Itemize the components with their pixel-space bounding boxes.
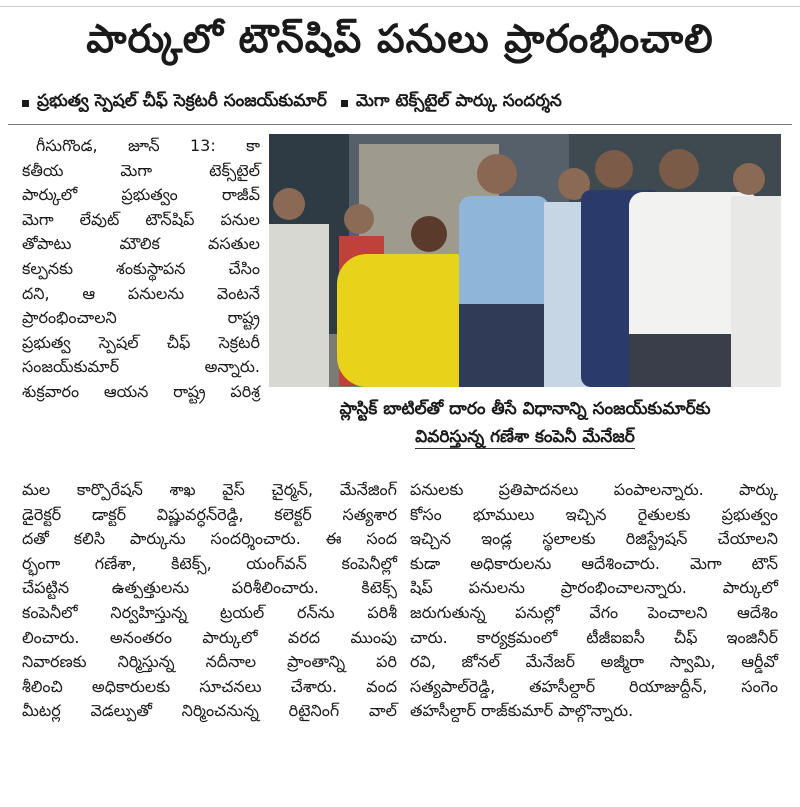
- headline: పార్కులో టౌన్‌షిప్ పనులు ప్రారంభించాలి: [86, 17, 714, 62]
- subheadline-bar: [22, 86, 782, 120]
- text-line: సత్యపాల్‌రెడ్డి, తహసీల్దార్ రియాజుద్దీన్, సంగెం: [410, 676, 778, 696]
- text-line: పనులకు ప్రతిపాదనలు పంపాలన్నారు. పార్కు: [410, 480, 778, 499]
- text-line: జరుగుతున్న పనుల్లో వేగం పెంచాలని ఆదేశిం: [410, 602, 778, 622]
- article-body-left: [22, 134, 260, 405]
- text-line: దతో కలిసి పార్కును సందర్శించారు. ఈ సంద: [22, 529, 397, 549]
- photo-caption-line-1: ప్లాస్టిక్ బాటిల్‌తో దారం తీసే విధానాన్ని సంజయ్‌కుమార్‌కు: [339, 399, 711, 419]
- text-line: పార్కులో ప్రభుత్వం రాజీవ్: [22, 185, 260, 205]
- text-line: షిప్ పనులను ప్రారంభించాలన్నారు. పార్కులో: [410, 578, 778, 598]
- text-line: మల కార్పొరేషన్ శాఖ వైస్ చైర్మన్, మేనేజింగ్: [22, 480, 397, 499]
- text-line: మీటర్ల వెడల్పుతో నిర్మించనున్న రిటైనింగ్ వాల్: [22, 701, 397, 721]
- photo-caption-line-2: వివరిస్తున్న గణేశా కంపెనీ మేనేజర్: [415, 427, 635, 447]
- text-line: కల్పనకు శంకుస్థాపన చేసిం: [22, 258, 260, 278]
- text-line: మెగా లేవుట్ టౌన్‌షిప్ పనుల: [22, 209, 260, 229]
- text-line: లించారు. అనంతరం పార్కులో వరద ముంపు: [22, 627, 397, 647]
- text-line: దని, ఆ పనులను వెంటనే: [22, 283, 260, 303]
- text-line: ర్భంగా గణేశా, కిటెక్స్, యంగ్‌వన్ కంపెనీల్లో: [22, 553, 397, 573]
- text-line: గీసుగొండ, జూన్ 13: కా: [36, 136, 260, 155]
- bullet-square-icon: [22, 100, 29, 107]
- text-line: ప్రారంభించాలని రాష్ట్ర: [22, 308, 260, 328]
- text-line: శీలించి అధికారులకు సూచనలు చేశారు. వంద: [22, 676, 397, 696]
- page-top-strip: [0, 0, 800, 7]
- news-photo-illustration: [269, 134, 781, 387]
- text-line: తహసీల్దార్ రాజ్‌కుమార్ పాల్గొన్నారు.: [410, 701, 634, 721]
- text-line: కంపెనీలో నిర్వహిస్తున్న ట్రయల్ రన్‌ను పరిశీ: [22, 602, 397, 622]
- news-photo: [269, 134, 781, 387]
- text-line: తోపాటు మౌలిక వసతుల: [22, 234, 260, 254]
- article-body-bottom-left: [22, 478, 397, 724]
- text-line: చారు. కార్యక్రమంలో టీజీఐఐసీ చీఫ్ ఇంజినీర్: [410, 627, 778, 647]
- subheadline-2: మెగా టెక్స్‌టైల్ పార్కు సందర్శన: [355, 91, 562, 111]
- text-line: శుక్రవారం ఆయన రాష్ట్ర పరిశ్ర: [22, 381, 260, 401]
- text-line: కతీయ మెగా టెక్స్‌టైల్: [22, 160, 260, 180]
- text-line: ప్రభుత్వ స్పెషల్ చీఫ్ సెక్రటరీ: [22, 332, 260, 352]
- text-line: కుడా అధికారులను ఆదేశించారు. మెగా టౌన్: [410, 553, 778, 573]
- article-body-bottom-right: [410, 478, 778, 724]
- photo-caption: [270, 395, 780, 451]
- subheadline-1: ప్రభుత్వ స్పెషల్ చీఫ్ సెక్రటరీ సంజయ్‌కుమార్: [37, 91, 327, 111]
- text-line: డైరెక్టర్ డాక్టర్ విష్ణువర్ధన్‌రెడ్డి, కలెక్టర్ సత్యశార: [22, 504, 397, 524]
- text-line: రవి, జోనల్ మేనేజర్ అజ్మీరా స్వామి, ఆర్డీవో: [410, 652, 778, 672]
- text-line: సంజయ్‌కుమార్ అన్నారు.: [22, 357, 260, 377]
- text-line: కోసం భూములు ఇచ్చిన రైతులకు ప్రభుత్వం: [410, 504, 778, 524]
- divider: [8, 124, 792, 125]
- bullet-square-icon: [341, 100, 348, 107]
- text-line: ఇచ్చిన ఇండ్ల స్థలాలకు రిజిస్ట్రేషన్ చేయాలని: [410, 529, 778, 549]
- text-line: చేపట్టిన ఉత్పత్తులను పరిశీలించారు. కిటెక్స్: [22, 578, 397, 598]
- text-line: నివారణకు నిర్మిస్తున్న నదీనాల ప్రాంతాన్ని పరి: [22, 652, 397, 672]
